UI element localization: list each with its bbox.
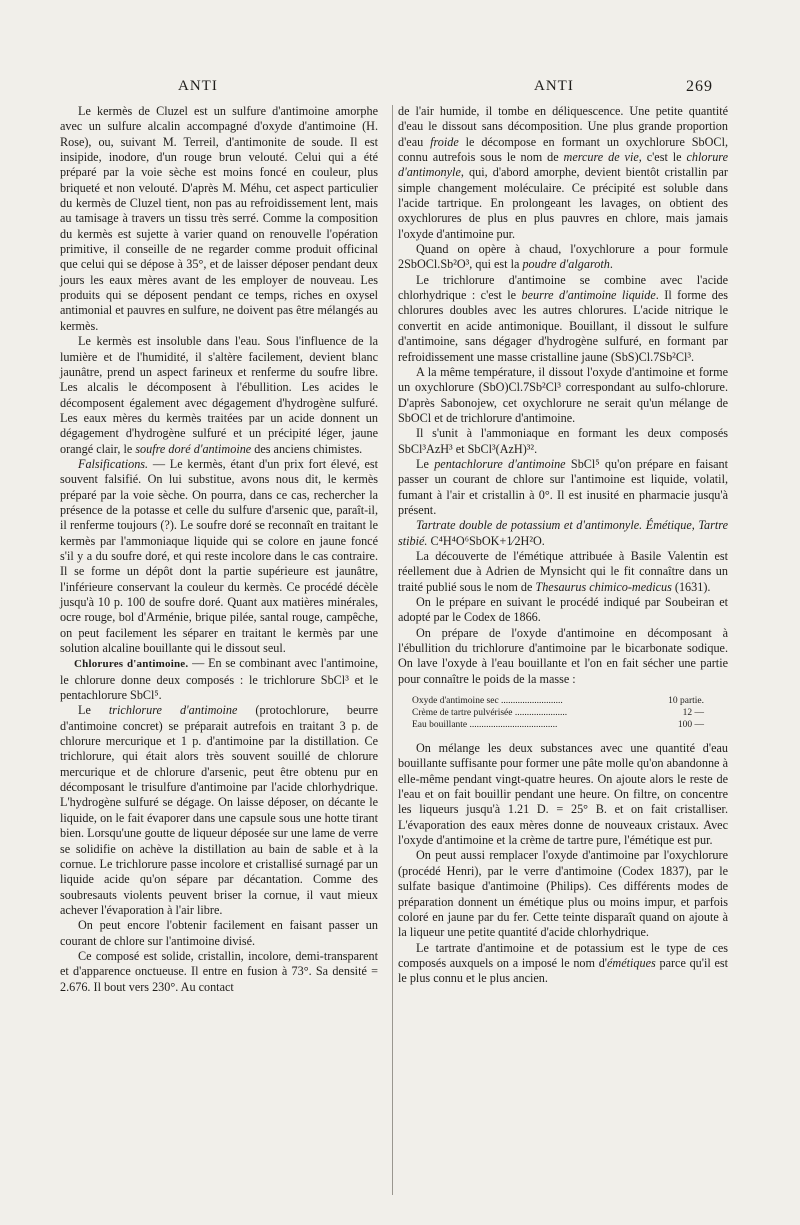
paragraph-oxychlorure: A la même température, il dissout l'oxyde d'antimoine et forme un oxychlorure (SbO)Cl.7Sb²Cl³ correspondant au sulfo-chlorure. D'après Sabonojew, cet oxychlorure ne serait qu'un mélange de SbOCl et de trichlorure d'antimoine. [398,364,728,425]
section-heading-chlorures: Chlorures d'antimoine. — En se combinant avec l'antimoine, le chlorure donne deux composés : le trichlorure SbCl³ et le pentachlorure SbCl⁵. [60,656,378,703]
paragraph-ammoniaque: Il s'unit à l'ammoniaque en formant les deux composés SbCl³AzH³ et SbCl³(AzH)³². [398,426,728,456]
paragraph-trichlorure: Le trichlorure d'antimoine (protochlorure, beurre d'antimoine concret) se préparait autrefois en traitant 3 p. de chlorure mercurique et 1 p. d'antimoine par la distillation. Ce trichlorure, qui était alors très souvent souillé de chlorure mercurique et de chlorure d'arsenic, peut être obtenu pur en décomposant le trisulfure d'antimoine par l'acide chlorhydrique. L'hydrogène sulfuré se dégage. On laisse déposer, on décante le liquide, on le fait évaporer dans une capsule sous une hotte tirant bien. Lorsqu'une goutte de liqueur déposée sur une lame de verre se solidifie on achève la distillation au bain de sable et à la cornue. Le trichlorure passe incolore et cristallisé surnagé par un liquide acide qu'on sépare par décantation. Comme des soubresauts violents peuvent briser la cornue, il vaut mieux achever l'évaporation à l'air libre. [60,703,379,917]
table-row: Eau bouillante ..................................... 100 — [412,720,704,731]
paragraph-chlorine-method: On peut encore l'obtenir facilement en faisant passer un courant de chlore sur l'antimoine divisé. [60,918,378,948]
paragraph-codex: On le prépare en suivant le procédé indiqué par Soubeiran et adopté par le Codex de 1866. [398,595,728,625]
paragraph-discovery: La découverte de l'émétique attribuée à Basile Valentin est réellement due à Adrien de Mynsicht qui le fit connaître dans un traité publié sous le nom de Thesaurus chimico-medicus (1631). [398,548,728,594]
running-head [0,78,800,98]
left-column [60,104,378,995]
column-divider [392,105,393,1195]
paragraph-kermes-properties: Le kermès est insoluble dans l'eau. Sous l'influence de la lumière et de l'humidité, il s'altère facilement, devient blanc jaunâtre, prend un aspect farineux et renferme du soufre libre. Les alcalis le décomposent à l'ébullition. Les acides le décomposent également avec dégagement d'hydrogène sulfuré. Les eaux mères du kermès traitées par un acide donnent un dégagement d'hydrogène sulfuré et un précipité léger, jaune orangé clair, le soufre doré d'antimoine des anciens chimistes. [60,334,378,456]
section-heading-emetique: Tartrate double de potassium et d'antimonyle. Émétique, Tartre stibié. C⁴H⁴O⁶SbOK+1⁄2H²O. [398,518,728,548]
table-row: Oxyde d'antimoine sec .......................... 10 partie. [412,696,704,707]
recipe-table [412,695,728,731]
paragraph-compound-properties: Ce composé est solide, cristallin, incolore, demi-transparent et d'apparence onctueuse. Il entre en fusion à 73°. Sa densité = 2.676. Il bout vers 230°. Au contact [60,948,378,994]
paragraph-tartrate-type: Le tartrate d'antimoine et de potassium est le type de ces composés auxquels on a imposé le nom d'émétiques parce qu'il est le plus connu et le plus ancien. [398,940,728,986]
paragraph-alternatives: On peut aussi remplacer l'oxyde d'antimoine par l'oxychlorure (procédé Henri), par le verre d'antimoine (Codex 1837), par le sulfate basique d'antimoine (Philips). Ces différents modes de préparation donnent un émétique plus ou moins impur, et parfois coloré en jaune par du fer. Cette teinte disparaît quand on ajoute à la liqueur une petite quantité d'acide chlorhydrique. [398,848,728,940]
paragraph-algaroth: Quand on opère à chaud, l'oxychlorure a pour formule 2SbOCl.Sb²O³, qui est la poudre d'algaroth. [398,242,728,272]
paragraph-beurre-liquide: Le trichlorure d'antimoine se combine avec l'acide chlorhydrique : c'est le beurre d'antimoine liquide. Il forme des chlorures doubles avec les autres chlorures. L'acide nitrique le convertit en acide antimonique. Bouillant, il dissout le sulfure d'antimoine, sans dégager d'hydrogène sulfuré, en formant par refroidissement une masse cristalline jaune (SbS)Cl.7Sb²Cl³. [398,272,728,364]
paragraph-falsifications: Falsifications. — Le kermès, étant d'un prix fort élevé, est souvent falsifié. On lui substitue, avons nous dit, le kermès préparé par la voie sèche. On pourra, dans ce cas, rechercher la présence de la potasse et celle du sulfure d'arsenic que, paraît-il, il renferme toujours (?). Le soufre doré se reconnaît en traitant le kermès par l'ammoniaque liquide qui se colore en jaune foncé s'il y a du soufre doré, et qui reste incolore dans le cas contraire. Il se forme un dépôt dont la partie supérieure est jaunâtre, l'inférieure conservant la couleur du kermès. Ce procédé décèle jusqu'à 10 p. 100 de soufre doré. Quant aux matières minérales, ocre rouge, bol d'Arménie, brique pilée, santal rouge, campêche, on peut facilement les séparer en traitant le kermès par une solution alcaline bouillante qui le dissout seul. [60,456,378,656]
paragraph-preparation: On prépare de l'oxyde d'antimoine en décomposant à l'ébullition du trichlorure d'antimoine par le bicarbonate sodique. On lave l'oxyde à l'eau bouillante et l'on en fait sécher une partie pour connaître le poids de la masse : [398,625,728,686]
table-row: Crème de tartre pulvérisée ...................... 12 — [412,708,704,719]
paragraph-mixing: On mélange les deux substances avec une quantité d'eau bouillante suffisante pour former une pâte molle qu'on abandonne à elle-même pendant vingt-quatre heures. On ajoute alors le reste de l'eau et on fait bouillir pendant une heure. On filtre, on concentre les liqueurs jusqu'à 1.21 D. = 25° B. et on fait cristalliser. L'évaporation des eaux mères donne de nouveaux cristaux. Avec l'oxyde d'antimoine et la crème de tartre pure, l'émétique est pur. [398,741,728,848]
paragraph-humid-air: de l'air humide, il tombe en déliquescence. Une petite quantité d'eau le dissout sans décomposition. Une plus grande proportion d'eau froide le décompose en formant un oxychlorure SbOCl, connu autrefois sous le nom de mercure de vie, c'est le chlorure d'antimonyle, qui, d'abord amorphe, devient bientôt cristallin par simple changement moléculaire. Ce précipité est soluble dans l'acide tartrique. En prolongeant les lavages, on obtient des oxychlorures de plus en plus pauvres en chlore, mais jamais l'oxyde d'antimoine pur. [398,104,728,241]
paragraph-kermes-cluzel: Le kermès de Cluzel est un sulfure d'antimoine amorphe avec un sulfure alcalin accompagné d'oxyde d'antimoine (H. Rose), ou, suivant M. Terreil, d'antimonite de soude. Il est insipide, inodore, d'un rouge brun velouté. Celui qui a été préparé par la voie sèche est moins foncé en couleur, plus briqueté et non velouté. D'après M. Méhu, cet aspect particulier du kermès de Cluzel tient, non pas au refroidissement lent, mais au tamisage à travers un tissu très serré. Comme la composition du kermès est sujette à varier quand on renouvelle l'opération primitive, il conseille de ne regarder comme produit officinal que celui qui se dépose à 35°, et de laisser déposer pendant deux jours les eaux mères avant de les employer de nouveau. Les produits qui se déposent pendant ce temps, riches en oxysel antimonial et pauvres en sulfure, ne doivent pas être mélangés au kermès. [60,104,378,333]
running-head-left: ANTI [178,78,218,94]
page-number: 269 [686,78,713,95]
paragraph-pentachlorure: Le pentachlorure d'antimoine SbCl⁵ qu'on prépare en faisant passer un courant de chlore sur l'antimoine est liquide, volatil, fumant à l'air et cristallin à 0°. Il est inusité en pharmacie jusqu'à présent. [398,456,729,517]
running-head-right: ANTI [534,78,574,94]
right-column [398,104,728,987]
